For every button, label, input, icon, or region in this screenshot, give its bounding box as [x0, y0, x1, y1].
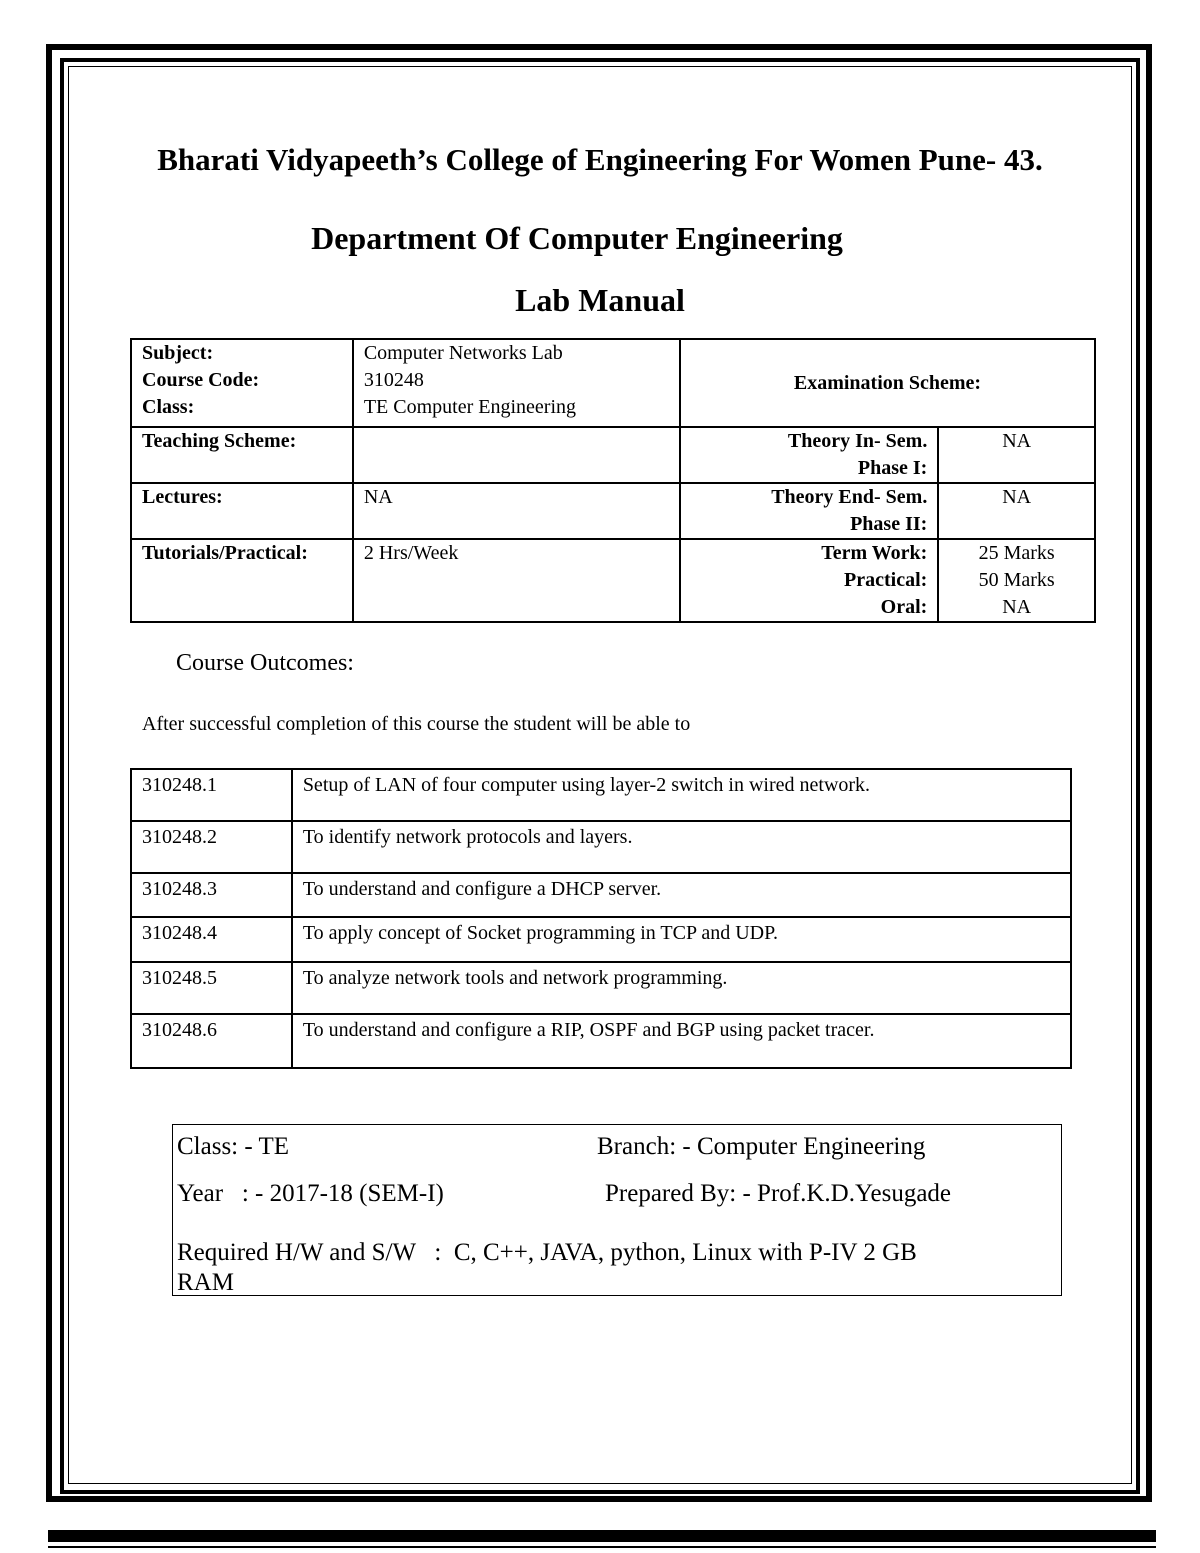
outcome-code: 310248.3	[131, 873, 292, 917]
outcome-text: To apply concept of Socket programming in TCP and UDP.	[292, 917, 1071, 962]
table-row	[131, 917, 1071, 962]
subject-label: Subject:	[142, 342, 214, 364]
outcome-code: 310248.2	[131, 821, 292, 873]
term-work-value: 25 Marks	[978, 542, 1055, 564]
term-work-values-cell	[938, 539, 1095, 622]
department-title: Department Of Computer Engineering	[311, 220, 843, 256]
teaching-scheme-value	[353, 427, 680, 483]
scheme-table	[130, 338, 1096, 623]
outcome-code: 310248.4	[131, 917, 292, 962]
outcome-text: Setup of LAN of four computer using layer-2 switch in wired network.	[292, 769, 1071, 821]
exam-scheme-header: Examination Scheme:	[680, 339, 1095, 427]
course-outcomes-table	[130, 768, 1072, 1069]
theory-end-sem-phase: Phase II:	[850, 513, 928, 535]
branch-info: Branch: - Computer Engineering	[597, 1133, 926, 1160]
course-outcomes-heading: Course Outcomes:	[176, 650, 354, 676]
table-row	[131, 1014, 1071, 1068]
teaching-scheme-label: Teaching Scheme:	[131, 427, 353, 483]
hw-sw-info-continued: RAM	[177, 1269, 234, 1296]
term-work-labels-cell	[680, 539, 938, 622]
outcome-text: To understand and configure a RIP, OSPF and BGP using packet tracer.	[292, 1014, 1071, 1068]
class-info: Class: - TE	[177, 1133, 290, 1160]
lectures-label: Lectures:	[131, 483, 353, 539]
theory-in-sem-label-cell	[680, 427, 938, 483]
practical-value: 50 Marks	[978, 569, 1055, 591]
tutorials-value: 2 Hrs/Week	[353, 539, 680, 622]
subject-values-cell	[353, 339, 680, 427]
theory-end-sem-value: NA	[938, 483, 1095, 539]
practical-label: Practical:	[844, 569, 928, 591]
class-label: Class:	[142, 396, 195, 418]
tutorials-label: Tutorials/Practical:	[131, 539, 353, 622]
lectures-value: NA	[353, 483, 680, 539]
oral-label: Oral:	[880, 596, 928, 618]
subject-value: Computer Networks Lab	[363, 342, 563, 364]
hw-sw-info: Required H/W and S/W : C, C++, JAVA, python, Linux with P-IV 2 GB	[177, 1239, 917, 1266]
footer-rule-thin	[48, 1546, 1156, 1548]
outcome-code: 310248.5	[131, 962, 292, 1014]
term-work-label: Term Work:	[821, 542, 928, 564]
table-row	[131, 962, 1071, 1014]
course-info-box	[172, 1124, 1062, 1296]
table-row	[131, 873, 1071, 917]
outcome-text: To analyze network tools and network programming.	[292, 962, 1071, 1014]
theory-end-sem-label: Theory End- Sem.	[771, 486, 928, 508]
class-value: TE Computer Engineering	[363, 396, 577, 418]
year-info: Year : - 2017-18 (SEM-I)	[177, 1180, 444, 1207]
outcome-text: To understand and configure a DHCP server.	[292, 873, 1071, 917]
course-code-label: Course Code:	[142, 369, 260, 391]
college-title: Bharati Vidyapeeth’s College of Engineering For Women Pune- 43.	[157, 142, 1043, 177]
course-outcomes-intro: After successful completion of this course the student will be able to	[142, 713, 691, 735]
footer-rule-thick	[48, 1530, 1156, 1542]
table-row	[131, 769, 1071, 821]
oral-value: NA	[1002, 596, 1032, 618]
lab-manual-title: Lab Manual	[515, 282, 685, 318]
prepared-by-info: Prepared By: - Prof.K.D.Yesugade	[605, 1180, 952, 1207]
theory-in-sem-value: NA	[938, 427, 1095, 483]
table-row	[131, 821, 1071, 873]
outcome-text: To identify network protocols and layers.	[292, 821, 1071, 873]
theory-in-sem-phase: Phase I:	[857, 457, 928, 479]
theory-in-sem-label: Theory In- Sem.	[787, 430, 928, 452]
outcome-code: 310248.6	[131, 1014, 292, 1068]
outcome-code: 310248.1	[131, 769, 292, 821]
theory-end-sem-label-cell	[680, 483, 938, 539]
course-code-value: 310248	[363, 369, 424, 391]
subject-labels-cell	[131, 339, 353, 427]
